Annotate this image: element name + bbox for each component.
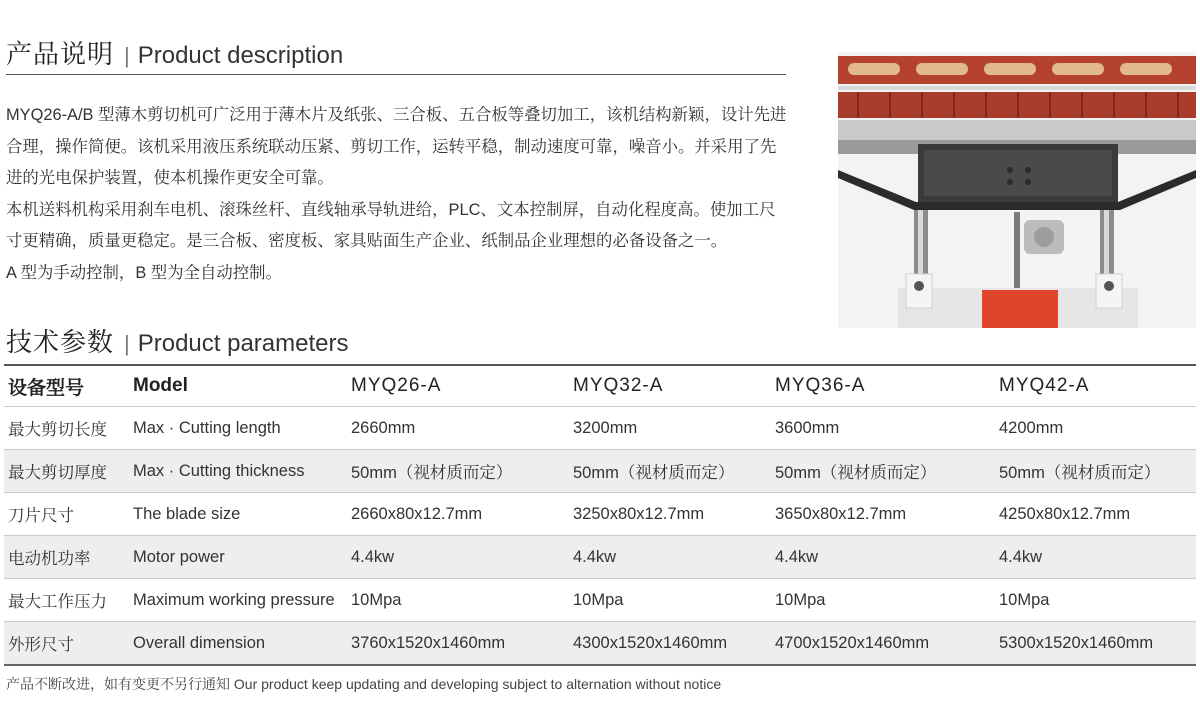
footnote: 产品不断改进，如有变更不另行通知 Our product keep updating and developing subject to alternation without notice <box>6 676 722 692</box>
machine-photo <box>838 52 1196 328</box>
table-cell: 50mm（视材质而定） <box>569 450 771 493</box>
table-cell: 3600mm <box>771 407 995 450</box>
table-cell: 刀片尺寸 <box>4 493 129 536</box>
parameters-title <box>6 322 349 359</box>
table-cell: 2660x80x12.7mm <box>347 493 569 536</box>
table-cell: 2660mm <box>347 407 569 450</box>
description-body <box>6 100 788 289</box>
header-cell: 设备型号 <box>4 365 129 407</box>
table-cell: 4.4kw <box>771 536 995 579</box>
table-cell: 4.4kw <box>347 536 569 579</box>
table-cell: 4200mm <box>995 407 1196 450</box>
table-cell: 10Mpa <box>569 579 771 622</box>
table-cell: Motor power <box>129 536 347 579</box>
table-cell: 3250x80x12.7mm <box>569 493 771 536</box>
table-cell: 外形尺寸 <box>4 622 129 666</box>
table-cell: 3760x1520x1460mm <box>347 622 569 666</box>
table-cell: 最大剪切长度 <box>4 407 129 450</box>
header-cell: MYQ32-A <box>569 365 771 407</box>
table-cell: 最大工作压力 <box>4 579 129 622</box>
table-cell: Maximum working pressure <box>129 579 347 622</box>
table-row <box>4 493 1196 536</box>
parameters-title-en: Product parameters <box>137 330 349 357</box>
title-divider: | <box>124 43 130 68</box>
description-title-zh: 产品说明 <box>6 39 115 69</box>
table-header-row <box>4 365 1196 407</box>
table-row <box>4 536 1196 579</box>
title-divider: | <box>124 331 130 356</box>
table-cell: 电动机功率 <box>4 536 129 579</box>
description-rule <box>6 74 786 75</box>
table-cell: 10Mpa <box>347 579 569 622</box>
header-cell: Model <box>129 365 347 407</box>
table-cell: 最大剪切厚度 <box>4 450 129 493</box>
table-cell: Max · Cutting thickness <box>129 450 347 493</box>
table-cell: 10Mpa <box>995 579 1196 622</box>
description-title-en: Product description <box>137 42 344 69</box>
table-cell: 4.4kw <box>995 536 1196 579</box>
description-paragraph: A 型为手动控制，B 型为全自动控制。 <box>6 263 282 282</box>
table-cell: 50mm（视材质而定） <box>995 450 1196 493</box>
parameters-table <box>4 364 1196 666</box>
table-cell: 10Mpa <box>771 579 995 622</box>
table-cell: 3650x80x12.7mm <box>771 493 995 536</box>
table-cell: The blade size <box>129 493 347 536</box>
table-cell: 5300x1520x1460mm <box>995 622 1196 666</box>
table-cell: 4.4kw <box>569 536 771 579</box>
table-row <box>4 579 1196 622</box>
description-paragraph: MYQ26-A/B 型薄木剪切机可广泛用于薄木片及纸张、三合板、五合板等叠切加工，该机结构新颖，设计先进合理，操作简便。该机采用液压系统联动压紧、剪切工作，运转平稳，制动速度可靠，噪音小。并采用了先进的光电保护装置，使本机操作更安全可靠。 <box>6 106 787 187</box>
table-cell: 4300x1520x1460mm <box>569 622 771 666</box>
table-row <box>4 450 1196 493</box>
table-cell: Overall dimension <box>129 622 347 666</box>
header-cell: MYQ42-A <box>995 365 1196 407</box>
table-cell: 50mm（视材质而定） <box>347 450 569 493</box>
table-cell: 3200mm <box>569 407 771 450</box>
parameters-title-zh: 技术参数 <box>6 327 115 357</box>
header-cell: MYQ36-A <box>771 365 995 407</box>
motor-housing-orange <box>982 290 1058 328</box>
table-row <box>4 622 1196 666</box>
description-title <box>6 34 343 71</box>
header-cell: MYQ26-A <box>347 365 569 407</box>
table-cell: 50mm（视材质而定） <box>771 450 995 493</box>
table-cell: 4700x1520x1460mm <box>771 622 995 666</box>
table-row <box>4 407 1196 450</box>
table-cell: 4250x80x12.7mm <box>995 493 1196 536</box>
table-cell: Max · Cutting length <box>129 407 347 450</box>
description-paragraph: 本机送料机构采用刹车电机、滚珠丝杆、直线轴承导轨进给，PLC、文本控制屏，自动化程度高。使加工尺寸更精确，质量更稳定。是三合板、密度板、家具贴面生产企业、纸制品企业理想的必备设备之一。 <box>6 200 776 250</box>
